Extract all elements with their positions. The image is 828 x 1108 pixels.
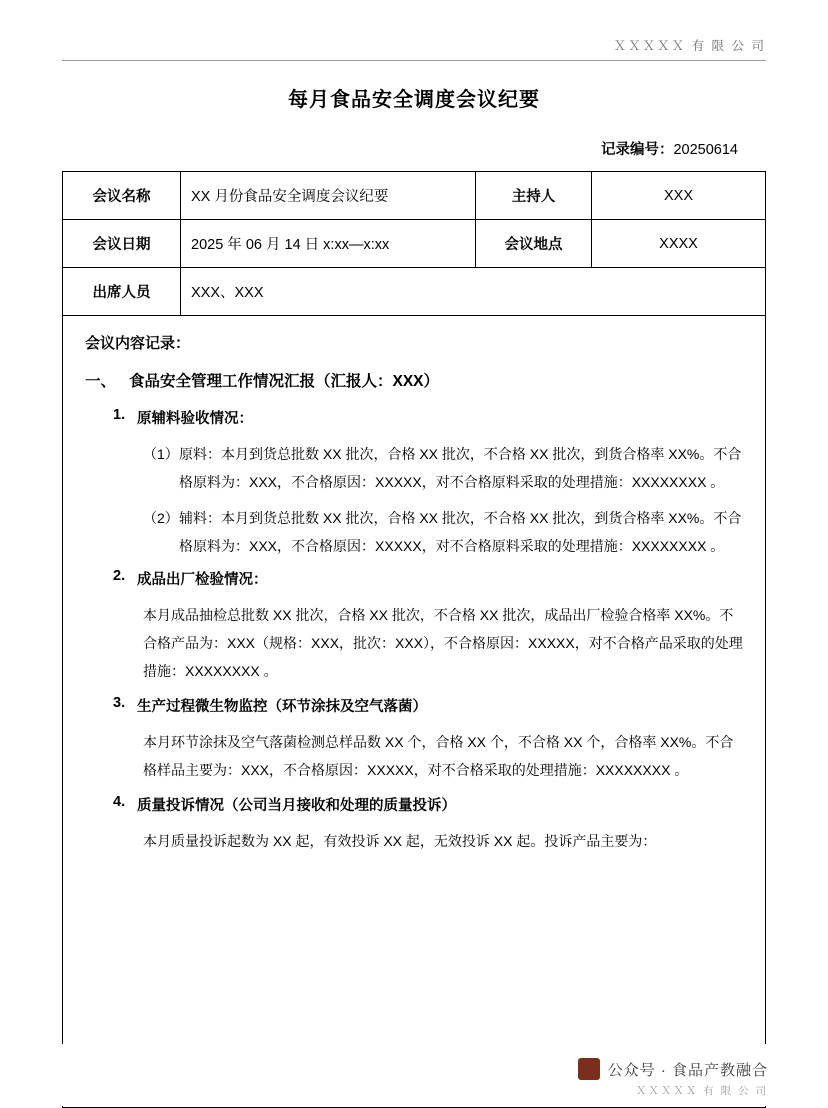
item-2-title: 成品出厂检验情况： <box>137 572 268 588</box>
item-4-number: 4. <box>113 794 126 810</box>
item-1-sub-1-text: 原料：本月到货总批数 XX 批次，合格 XX 批次，不合格 XX 批次，到货合格率 XX%。不合格原料为：XXX，不合格原因：XXXXX，对不合格原料采取的处理措施：XXXXXXXX 。 <box>179 446 742 490</box>
meeting-content-box <box>62 316 766 1108</box>
item-1-sub-1 <box>85 440 743 496</box>
item-4-title: 质量投诉情况（公司当月接收和处理的质量投诉） <box>137 798 456 814</box>
item-1-title: 原辅料验收情况： <box>137 411 253 427</box>
item-3-text: 本月环节涂抹及空气落菌检测总样品数 XX 个，合格 XX 个，不合格 XX 个，合格率 XX%。不合格样品主要为：XXX，不合格原因：XXXXX，对不合格采取的处理措施：XXXXXXXX 。 <box>143 734 734 778</box>
item-3-heading <box>85 695 743 716</box>
record-number-value: 20250614 <box>673 142 738 158</box>
record-number <box>62 138 766 159</box>
item-1-sub-2-text: 辅料：本月到货总批数 XX 批次，合格 XX 批次，不合格 XX 批次，到货合格率 XX%。不合格原料为：XXX，不合格原因：XXXXX，对不合格原料采取的处理措施：XXXXXXXX 。 <box>179 510 742 554</box>
meeting-name-value: XX 月份食品安全调度会议纪要 <box>181 172 476 220</box>
meeting-place-value: XXXX <box>592 220 766 268</box>
meeting-date-label: 会议日期 <box>63 220 181 268</box>
record-number-label: 记录编号： <box>600 142 674 158</box>
item-3-number: 3. <box>113 695 126 711</box>
host-value: XXX <box>592 172 766 220</box>
content-heading: 会议内容记录： <box>85 335 191 352</box>
item-3-title: 生产过程微生物监控（环节涂抹及空气落菌） <box>137 699 427 715</box>
item-1-heading <box>85 407 743 428</box>
item-2-heading <box>85 568 743 589</box>
attendees-value: XXX、XXX <box>181 268 766 316</box>
company-header: ＸＸＸＸＸ 有 限 公 司 <box>62 0 766 61</box>
attendees-label: 出席人员 <box>63 268 181 316</box>
section-1-number: 一、 <box>85 373 117 390</box>
page-title: 每月食品安全调度会议纪要 <box>288 89 540 111</box>
section-1-heading <box>85 369 743 391</box>
item-1-number: 1. <box>113 407 126 423</box>
item-4-heading <box>85 794 743 815</box>
table-row <box>63 220 766 268</box>
item-2-number: 2. <box>113 568 126 584</box>
watermark-logo-icon <box>578 1058 600 1080</box>
meeting-place-label: 会议地点 <box>476 220 592 268</box>
item-1-sub-1-number: （1） <box>143 446 179 462</box>
footer-company: ＸＸＸＸＸ 有 限 公 司 <box>635 1085 768 1097</box>
table-row <box>63 172 766 220</box>
watermark <box>578 1058 768 1080</box>
page-footer <box>0 1044 828 1106</box>
item-2-text: 本月成品抽检总批数 XX 批次，合格 XX 批次，不合格 XX 批次，成品出厂检验合格率 XX%。不合格产品为：XXX（规格：XXX，批次：XXX），不合格原因：XXXXX，对不合格产品采取的处理措施：XXXXXXXX 。 <box>143 607 743 679</box>
item-1-sub-2 <box>85 504 743 560</box>
host-label: 主持人 <box>476 172 592 220</box>
watermark-text: 公众号 · 食品产教融合 <box>607 1061 768 1079</box>
item-1-sub-2-number: （2） <box>143 510 179 526</box>
meeting-name-label: 会议名称 <box>63 172 181 220</box>
meeting-date-value: 2025 年 06 月 14 日 x:xx—x:xx <box>181 220 476 268</box>
item-4-text: 本月质量投诉起数为 XX 起，有效投诉 XX 起，无效投诉 XX 起。投诉产品主要为： <box>143 833 657 849</box>
section-1-title: 食品安全管理工作情况汇报（汇报人：XXX） <box>129 373 440 390</box>
meeting-info-table <box>62 171 766 316</box>
table-row <box>63 268 766 316</box>
